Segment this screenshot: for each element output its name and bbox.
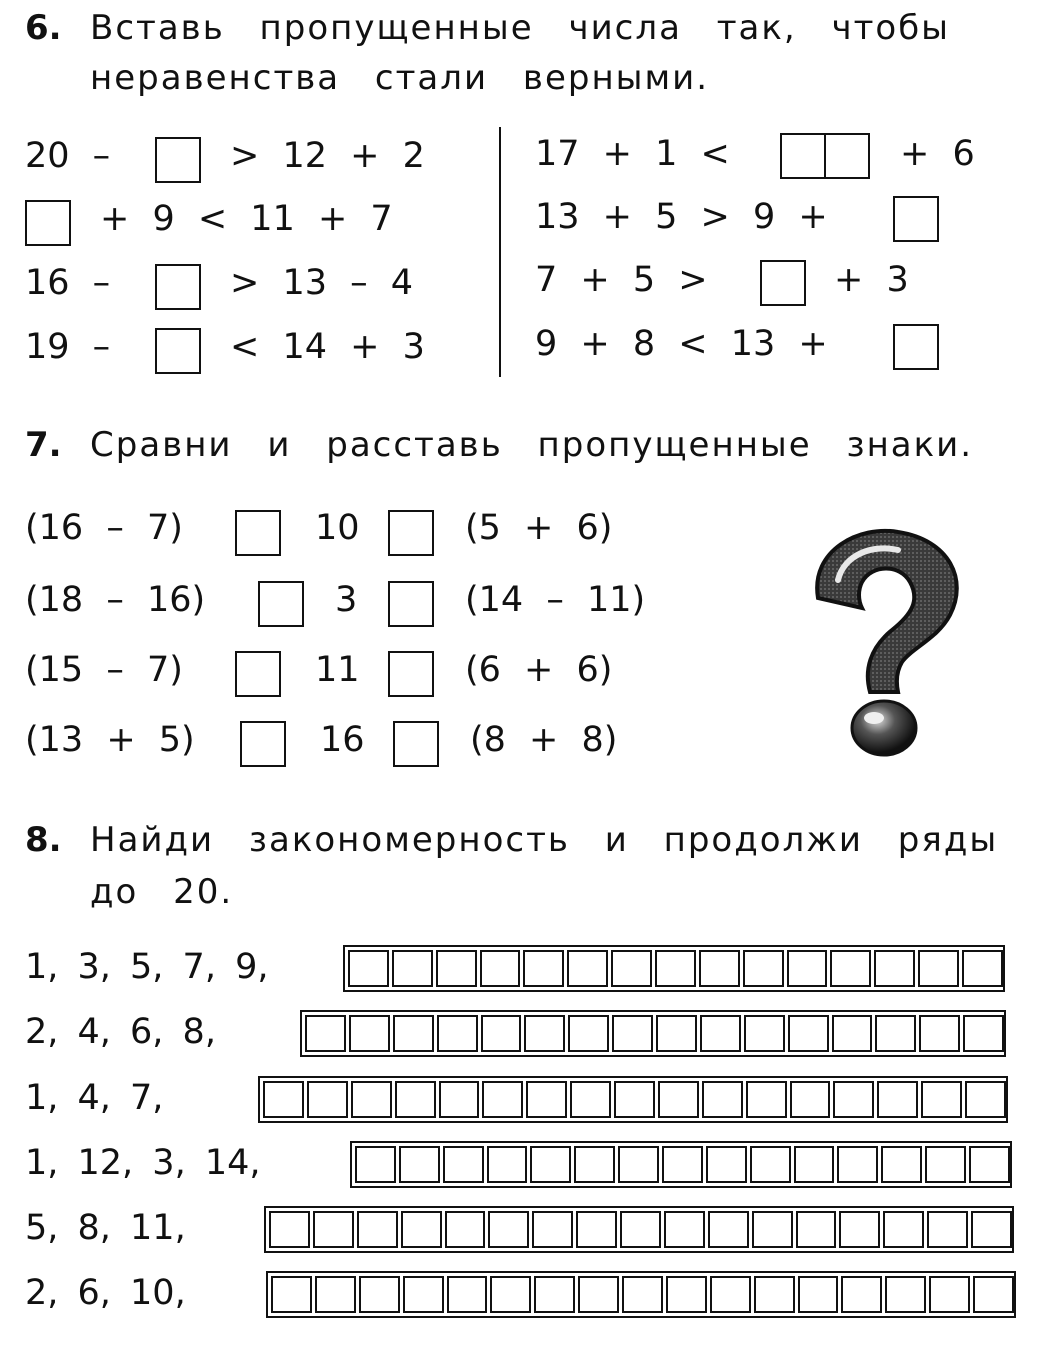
task8-title-line2: до 20. — [90, 872, 234, 912]
task6-right-3-b: + 3 — [834, 260, 909, 300]
task7-row1-right: (5 + 6) — [465, 508, 613, 548]
task6-right-3-a: 7 + 5 > — [535, 260, 708, 300]
answer-cells[interactable] — [300, 1010, 1006, 1057]
question-mark-icon — [800, 520, 970, 760]
answer-box[interactable] — [824, 133, 870, 179]
answer-cells[interactable] — [343, 945, 1005, 992]
task7-row3-mid: 11 — [315, 650, 360, 690]
column-divider — [499, 127, 501, 377]
task7-row3-right: (6 + 6) — [465, 650, 613, 690]
sequence-label: 2, 6, 10, — [25, 1273, 186, 1313]
sign-box[interactable] — [235, 510, 281, 556]
task6-right-1-a: 17 + 1 < — [535, 134, 730, 174]
task6-left-3-a: 16 – — [25, 263, 111, 303]
task6-title-line2: неравенства стали верными. — [90, 58, 710, 98]
sequence-label: 1, 4, 7, — [25, 1078, 164, 1118]
sign-box[interactable] — [240, 721, 286, 767]
answer-box[interactable] — [155, 137, 201, 183]
task7-title: Сравни и расставь пропущенные знаки. — [90, 425, 974, 465]
task6-left-3-b: > 13 – 4 — [230, 263, 414, 303]
task8-title-line1: Найди закономерность и продолжи ряды — [90, 820, 999, 860]
sign-box[interactable] — [388, 581, 434, 627]
task6-right-4-a: 9 + 8 < 13 + — [535, 324, 828, 364]
sign-box[interactable] — [388, 510, 434, 556]
answer-box[interactable] — [155, 264, 201, 310]
answer-cells[interactable] — [266, 1271, 1016, 1318]
task6-right-2-a: 13 + 5 > 9 + — [535, 197, 828, 237]
task6-right-1-b: + 6 — [900, 134, 975, 174]
answer-box[interactable] — [760, 260, 806, 306]
task7-row3-left: (15 – 7) — [25, 650, 183, 690]
task8-number: 8. — [25, 820, 62, 860]
sign-box[interactable] — [235, 651, 281, 697]
task7-number: 7. — [25, 425, 62, 465]
answer-cells[interactable] — [350, 1141, 1012, 1188]
task6-left-1-b: > 12 + 2 — [230, 136, 425, 176]
sequence-label: 1, 12, 3, 14, — [25, 1143, 261, 1183]
task6-left-1-a: 20 – — [25, 136, 111, 176]
task7-row2-right: (14 – 11) — [465, 580, 646, 620]
sequence-label: 1, 3, 5, 7, 9, — [25, 947, 269, 987]
sign-box[interactable] — [258, 581, 304, 627]
answer-box[interactable] — [893, 324, 939, 370]
task7-row4-right: (8 + 8) — [470, 720, 618, 760]
task7-row2-left: (18 – 16) — [25, 580, 206, 620]
task7-row1-mid: 10 — [315, 508, 360, 548]
answer-cells[interactable] — [258, 1076, 1008, 1123]
answer-cells[interactable] — [264, 1206, 1014, 1253]
task6-number: 6. — [25, 8, 62, 48]
answer-box[interactable] — [25, 200, 71, 246]
sequence-label: 2, 4, 6, 8, — [25, 1012, 216, 1052]
task6-title-line1: Вставь пропущенные числа так, чтобы — [90, 8, 951, 48]
task7-row4-left: (13 + 5) — [25, 720, 195, 760]
task6-left-4-a: 19 – — [25, 327, 111, 367]
sequence-label: 5, 8, 11, — [25, 1208, 186, 1248]
sign-box[interactable] — [393, 721, 439, 767]
answer-box[interactable] — [780, 133, 826, 179]
sign-box[interactable] — [388, 651, 434, 697]
task7-row2-mid: 3 — [335, 580, 358, 620]
task7-row4-mid: 16 — [320, 720, 365, 760]
task6-left-2-b: + 9 < 11 + 7 — [100, 199, 393, 239]
task6-left-4-b: < 14 + 3 — [230, 327, 425, 367]
answer-box[interactable] — [155, 328, 201, 374]
task7-row1-left: (16 – 7) — [25, 508, 183, 548]
answer-box[interactable] — [893, 196, 939, 242]
